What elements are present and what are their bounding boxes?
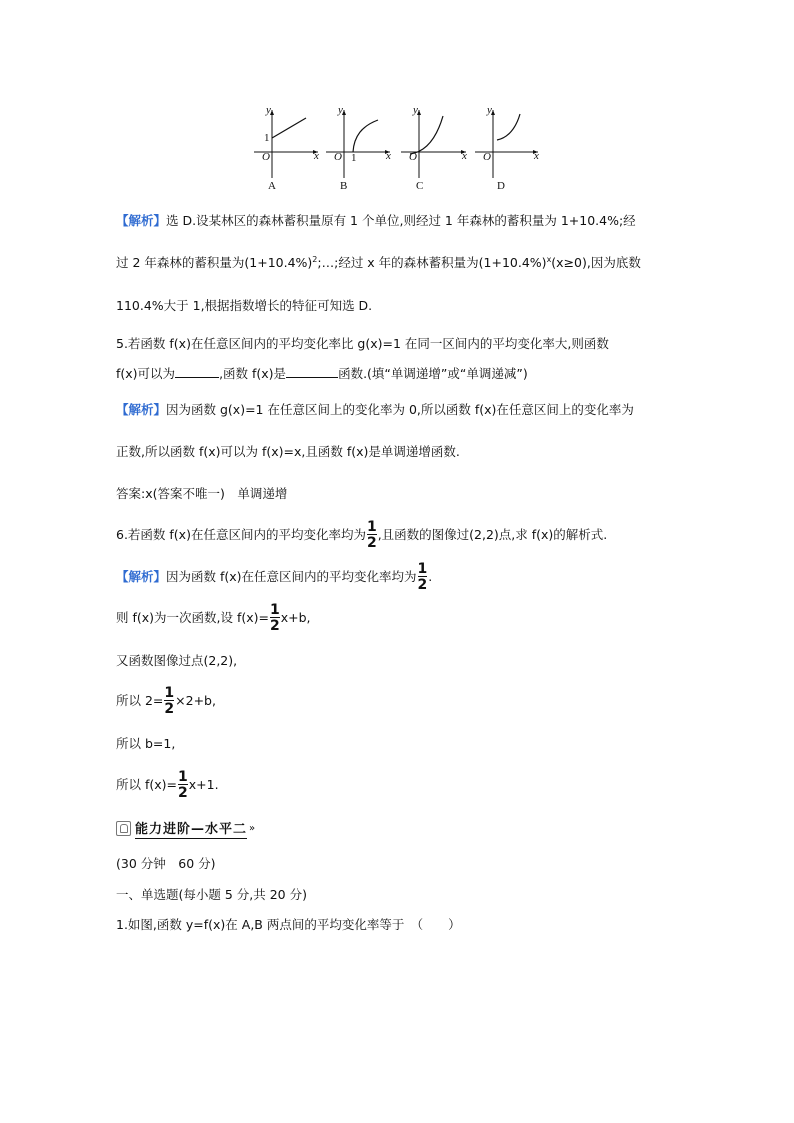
- q6-step4: 所以 b=1,: [116, 736, 176, 751]
- q6-step5: 所以 f(x)= $\frac{1}{2}$ x+1.: [116, 769, 219, 801]
- graph-c-y-label: y: [413, 104, 418, 116]
- analysis-tag: 【解析】: [116, 569, 167, 584]
- fraction-one-half: $\frac{1}{2}$: [366, 519, 377, 551]
- q4-analysis-line2: 过 2 年森林的蓄积量为$(1+10.4\%)^2;\dots$;经过 x 年的森林蓄积量为$(1+10.4\%)^x(x\ge 0)$,因为底数: [116, 254, 641, 270]
- answer-blank-2: [286, 365, 338, 378]
- graph-c-origin: O: [409, 151, 417, 163]
- analysis-tag: 【解析】: [116, 213, 167, 228]
- fraction-one-half: $\frac{1}{2}$: [164, 685, 175, 717]
- q6-step2: 又函数图像过点(2,2),: [116, 653, 238, 668]
- q5-question-line1: 5.若函数 f(x)在任意区间内的平均变化率比 g(x)=1 在同一区间内的平均变化率大,则函数: [116, 336, 609, 351]
- graph-d-label: D: [497, 180, 505, 192]
- graph-b-y-label: y: [338, 104, 343, 116]
- graph-b-x-tick: 1: [351, 152, 357, 164]
- section-part-heading: 一、单选题(每小题 5 分,共 20 分): [116, 887, 307, 902]
- q6-step3: 所以 2= $\frac{1}{2}$ ×2+b,: [116, 685, 216, 717]
- answer-blank-1: [175, 365, 219, 378]
- q4-analysis-line3: 110.4%大于 1,根据指数增长的特征可知选 D.: [116, 298, 373, 313]
- lightbulb-icon: [116, 821, 131, 836]
- section-title: 能力进阶—水平二: [135, 818, 247, 839]
- analysis-tag: 【解析】: [116, 402, 167, 417]
- fraction-one-half: $\frac{1}{2}$: [178, 769, 188, 801]
- section-question-1: 1.如图,函数 y=f(x)在 A,B 两点间的平均变化率等于 （ ）: [116, 917, 461, 932]
- graph-a-y-tick: 1: [264, 132, 270, 144]
- q6-step1: 则 f(x)为一次函数,设 f(x)= $\frac{1}{2}$ x+b,: [116, 602, 311, 634]
- q5-question-line2: f(x)可以为 ,函数 f(x)是 函数.(填“单调递增”或“单调递减”): [116, 366, 528, 381]
- graph-a-origin: O: [262, 151, 270, 163]
- graph-b-x-label: x: [386, 150, 391, 162]
- graph-b-origin: O: [334, 151, 342, 163]
- graph-d-y-label: y: [487, 104, 492, 116]
- graph-d-x-label: x: [534, 150, 539, 162]
- graph-c-x-label: x: [462, 150, 467, 162]
- q6-analysis: 【解析】因为函数 f(x)在任意区间内的平均变化率均为 $\frac{1}{2}$ .: [116, 561, 433, 593]
- graph-a-x-label: x: [314, 150, 319, 162]
- q4-analysis-line1: 【解析】选 D.设某林区的森林蓄积量原有 1 个单位,则经过 1 年森林的蓄积量为 1+10.4%;经: [116, 213, 636, 228]
- graph-a-label: A: [268, 180, 276, 192]
- graph-d-origin: O: [483, 151, 491, 163]
- section-header: [116, 818, 255, 839]
- fraction-one-half: $\frac{1}{2}$: [417, 561, 428, 593]
- graph-b-label: B: [340, 180, 348, 192]
- q5-answer: 答案:x(答案不唯一) 单调递增: [116, 486, 288, 501]
- fraction-one-half: $\frac{1}{2}$: [270, 602, 280, 634]
- double-chevron-icon: »: [249, 823, 256, 834]
- graph-c-label: C: [416, 180, 424, 192]
- q5-analysis-line1: 【解析】因为函数 g(x)=1 在任意区间上的变化率为 0,所以函数 f(x)在任意区间上的变化率为: [116, 402, 634, 417]
- q5-analysis-line2: 正数,所以函数 f(x)可以为 f(x)=x,且函数 f(x)是单调递增函数.: [116, 444, 460, 459]
- answer-choice-graphs: [250, 100, 550, 195]
- graph-a-y-label: y: [266, 104, 271, 116]
- section-time: (30 分钟 60 分): [116, 856, 216, 871]
- q6-question: 6.若函数 f(x)在任意区间内的平均变化率均为 $\frac{1}{2}$ ,且函数的图像过(2,2)点,求 f(x)的解析式.: [116, 519, 608, 551]
